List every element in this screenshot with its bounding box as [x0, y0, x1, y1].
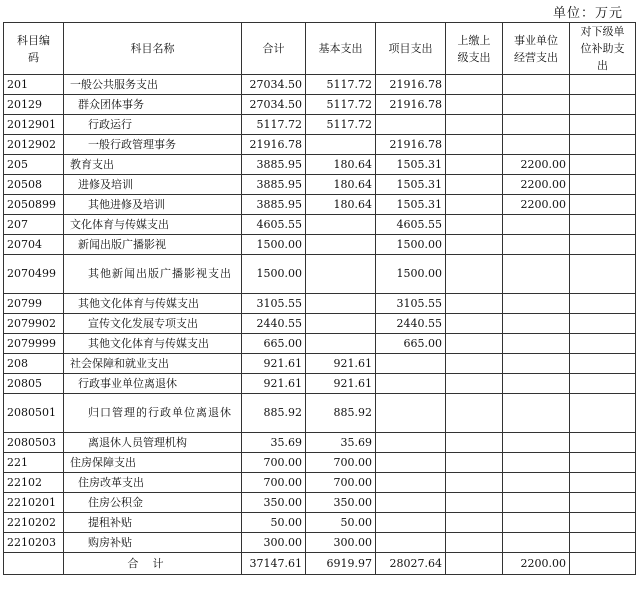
table-row: [4, 215, 636, 235]
row-name: 其他进修及培训: [64, 195, 242, 215]
row-basic: 35.69: [306, 433, 376, 453]
row-business: [503, 513, 570, 533]
row-total: 27034.50: [242, 75, 306, 95]
header-basic: 基本支出: [306, 23, 376, 75]
row-code: 20508: [4, 175, 64, 195]
row-code: 207: [4, 215, 64, 235]
header-project: 项目支出: [376, 23, 446, 75]
header-subsidy: 对下级单位补助支出: [570, 23, 636, 75]
row-business: [503, 453, 570, 473]
row-code: 205: [4, 155, 64, 175]
row-business: [503, 75, 570, 95]
unit-label: 单位：万元: [552, 6, 623, 21]
row-name: 教育支出: [64, 155, 242, 175]
row-subsidy: [570, 215, 636, 235]
row-business: [503, 235, 570, 255]
table-row: [4, 95, 636, 115]
row-remit: [446, 394, 503, 433]
row-code: 2080501: [4, 394, 64, 433]
row-name: 购房补贴: [64, 533, 242, 553]
row-basic: [306, 135, 376, 155]
row-remit: [446, 235, 503, 255]
row-project: [376, 513, 446, 533]
row-basic: 700.00: [306, 453, 376, 473]
row-total: 27034.50: [242, 95, 306, 115]
row-business: 2200.00: [503, 195, 570, 215]
table-row: [4, 513, 636, 533]
row-name: 进修及培训: [64, 175, 242, 195]
row-basic: [306, 215, 376, 235]
row-name: 其他文化体育与传媒支出: [64, 334, 242, 354]
table-row: [4, 294, 636, 314]
row-business: [503, 493, 570, 513]
row-project: 2440.55: [376, 314, 446, 334]
table-row: [4, 135, 636, 155]
table-header: [4, 23, 636, 75]
row-basic: 5117.72: [306, 95, 376, 115]
total-remit: [446, 553, 503, 575]
row-total: 350.00: [242, 493, 306, 513]
header-code: 科目编码: [4, 23, 64, 75]
row-subsidy: [570, 255, 636, 294]
row-code: 2079999: [4, 334, 64, 354]
table-row: [4, 473, 636, 493]
row-project: 1500.00: [376, 255, 446, 294]
row-name: 提租补贴: [64, 513, 242, 533]
row-remit: [446, 334, 503, 354]
row-business: [503, 533, 570, 553]
row-subsidy: [570, 155, 636, 175]
row-total: 2440.55: [242, 314, 306, 334]
row-business: [503, 354, 570, 374]
row-subsidy: [570, 533, 636, 553]
row-subsidy: [570, 433, 636, 453]
row-name: 行政事业单位离退休: [64, 374, 242, 394]
row-project: [376, 433, 446, 453]
row-remit: [446, 354, 503, 374]
row-remit: [446, 533, 503, 553]
table-row: [4, 195, 636, 215]
row-project: 21916.78: [376, 95, 446, 115]
row-business: [503, 374, 570, 394]
row-code: 2210203: [4, 533, 64, 553]
row-basic: 350.00: [306, 493, 376, 513]
row-subsidy: [570, 473, 636, 493]
row-code: 20805: [4, 374, 64, 394]
row-code: 201: [4, 75, 64, 95]
row-remit: [446, 215, 503, 235]
row-remit: [446, 314, 503, 334]
row-basic: [306, 235, 376, 255]
row-basic: 921.61: [306, 354, 376, 374]
header-name: 科目名称: [64, 23, 242, 75]
row-total: 50.00: [242, 513, 306, 533]
header-remit: 上缴上级支出: [446, 23, 503, 75]
row-business: [503, 294, 570, 314]
row-business: 2200.00: [503, 155, 570, 175]
row-code: 2012901: [4, 115, 64, 135]
total-basic: 6919.97: [306, 553, 376, 575]
row-subsidy: [570, 235, 636, 255]
row-subsidy: [570, 175, 636, 195]
total-business: 2200.00: [503, 553, 570, 575]
table-row: [4, 394, 636, 433]
row-subsidy: [570, 195, 636, 215]
row-subsidy: [570, 75, 636, 95]
total-label: 合计: [64, 553, 242, 575]
table-row: [4, 453, 636, 473]
total-total: 37147.61: [242, 553, 306, 575]
row-remit: [446, 75, 503, 95]
header-business: 事业单位经营支出: [503, 23, 570, 75]
row-total: 700.00: [242, 453, 306, 473]
row-basic: [306, 255, 376, 294]
row-business: [503, 314, 570, 334]
row-basic: [306, 294, 376, 314]
table-row: [4, 334, 636, 354]
row-name: 新闻出版广播影视: [64, 235, 242, 255]
row-project: [376, 493, 446, 513]
header-total: 合计: [242, 23, 306, 75]
row-total: 5117.72: [242, 115, 306, 135]
row-remit: [446, 155, 503, 175]
row-name: 住房保障支出: [64, 453, 242, 473]
row-code: 2050899: [4, 195, 64, 215]
row-project: 665.00: [376, 334, 446, 354]
row-subsidy: [570, 95, 636, 115]
header-row: [4, 23, 636, 75]
row-total: 35.69: [242, 433, 306, 453]
row-basic: [306, 334, 376, 354]
row-name: 群众团体事务: [64, 95, 242, 115]
row-basic: 50.00: [306, 513, 376, 533]
row-project: 1500.00: [376, 235, 446, 255]
table-row: [4, 354, 636, 374]
table-row: [4, 374, 636, 394]
row-subsidy: [570, 493, 636, 513]
row-code: 221: [4, 453, 64, 473]
row-remit: [446, 294, 503, 314]
table-body: [4, 75, 636, 553]
row-basic: [306, 314, 376, 334]
row-business: [503, 215, 570, 235]
row-total: 1500.00: [242, 235, 306, 255]
row-remit: [446, 473, 503, 493]
table-row: [4, 155, 636, 175]
row-basic: 885.92: [306, 394, 376, 433]
row-remit: [446, 513, 503, 533]
row-project: 3105.55: [376, 294, 446, 314]
row-total: 921.61: [242, 374, 306, 394]
row-remit: [446, 175, 503, 195]
row-total: 921.61: [242, 354, 306, 374]
row-basic: 300.00: [306, 533, 376, 553]
total-project: 28027.64: [376, 553, 446, 575]
row-basic: 180.64: [306, 195, 376, 215]
total-code-cell: [4, 553, 64, 575]
row-name: 文化体育与传媒支出: [64, 215, 242, 235]
row-name: 行政运行: [64, 115, 242, 135]
row-name: 其他文化体育与传媒支出: [64, 294, 242, 314]
row-total: 21916.78: [242, 135, 306, 155]
row-total: 1500.00: [242, 255, 306, 294]
row-business: [503, 473, 570, 493]
row-name: 一般公共服务支出: [64, 75, 242, 95]
row-total: 300.00: [242, 533, 306, 553]
row-project: 1505.31: [376, 195, 446, 215]
table-row: [4, 533, 636, 553]
row-remit: [446, 255, 503, 294]
total-row: [4, 553, 636, 575]
row-business: [503, 334, 570, 354]
row-subsidy: [570, 354, 636, 374]
row-total: 3885.95: [242, 175, 306, 195]
row-business: [503, 394, 570, 433]
row-basic: 5117.72: [306, 115, 376, 135]
row-remit: [446, 115, 503, 135]
row-code: 2012902: [4, 135, 64, 155]
row-total: 665.00: [242, 334, 306, 354]
row-code: 22102: [4, 473, 64, 493]
row-business: [503, 255, 570, 294]
row-name: 住房改革支出: [64, 473, 242, 493]
row-project: 21916.78: [376, 75, 446, 95]
row-code: 2070499: [4, 255, 64, 294]
row-code: 2079902: [4, 314, 64, 334]
row-subsidy: [570, 453, 636, 473]
row-basic: 180.64: [306, 155, 376, 175]
row-subsidy: [570, 394, 636, 433]
budget-table: [3, 22, 636, 575]
row-total: 4605.55: [242, 215, 306, 235]
row-project: [376, 394, 446, 433]
table-footer: [4, 553, 636, 575]
row-name: 住房公积金: [64, 493, 242, 513]
row-remit: [446, 374, 503, 394]
row-project: 1505.31: [376, 155, 446, 175]
row-remit: [446, 135, 503, 155]
total-subsidy: [570, 553, 636, 575]
table-row: [4, 175, 636, 195]
row-code: 208: [4, 354, 64, 374]
row-code: 2080503: [4, 433, 64, 453]
row-total: 3105.55: [242, 294, 306, 314]
row-subsidy: [570, 314, 636, 334]
row-code: 20799: [4, 294, 64, 314]
row-subsidy: [570, 374, 636, 394]
row-project: [376, 453, 446, 473]
row-basic: 921.61: [306, 374, 376, 394]
row-subsidy: [570, 513, 636, 533]
row-name: 离退休人员管理机构: [64, 433, 242, 453]
row-subsidy: [570, 334, 636, 354]
row-subsidy: [570, 294, 636, 314]
row-name: 宣传文化发展专项支出: [64, 314, 242, 334]
row-business: [503, 95, 570, 115]
row-subsidy: [570, 115, 636, 135]
table-row: [4, 75, 636, 95]
row-remit: [446, 493, 503, 513]
row-code: 20704: [4, 235, 64, 255]
row-remit: [446, 195, 503, 215]
row-project: 1505.31: [376, 175, 446, 195]
row-project: [376, 115, 446, 135]
row-basic: 180.64: [306, 175, 376, 195]
row-subsidy: [570, 135, 636, 155]
row-total: 700.00: [242, 473, 306, 493]
row-project: 21916.78: [376, 135, 446, 155]
row-project: [376, 473, 446, 493]
row-name: 其他新闻出版广播影视支出: [64, 255, 242, 294]
row-total: 885.92: [242, 394, 306, 433]
row-code: 2210201: [4, 493, 64, 513]
row-business: [503, 135, 570, 155]
row-name: 一般行政管理事务: [64, 135, 242, 155]
row-total: 3885.95: [242, 195, 306, 215]
table-row: [4, 235, 636, 255]
row-project: [376, 354, 446, 374]
row-project: [376, 533, 446, 553]
table-row: [4, 493, 636, 513]
row-project: [376, 374, 446, 394]
row-code: 2210202: [4, 513, 64, 533]
table-row: [4, 115, 636, 135]
row-project: 4605.55: [376, 215, 446, 235]
row-remit: [446, 453, 503, 473]
row-total: 3885.95: [242, 155, 306, 175]
row-remit: [446, 95, 503, 115]
row-business: [503, 115, 570, 135]
row-basic: 5117.72: [306, 75, 376, 95]
table-row: [4, 433, 636, 453]
row-name: 归口管理的行政单位离退休: [64, 394, 242, 433]
table-row: [4, 314, 636, 334]
row-business: 2200.00: [503, 175, 570, 195]
table-row: [4, 255, 636, 294]
row-code: 20129: [4, 95, 64, 115]
row-name: 社会保障和就业支出: [64, 354, 242, 374]
row-basic: 700.00: [306, 473, 376, 493]
row-business: [503, 433, 570, 453]
row-remit: [446, 433, 503, 453]
